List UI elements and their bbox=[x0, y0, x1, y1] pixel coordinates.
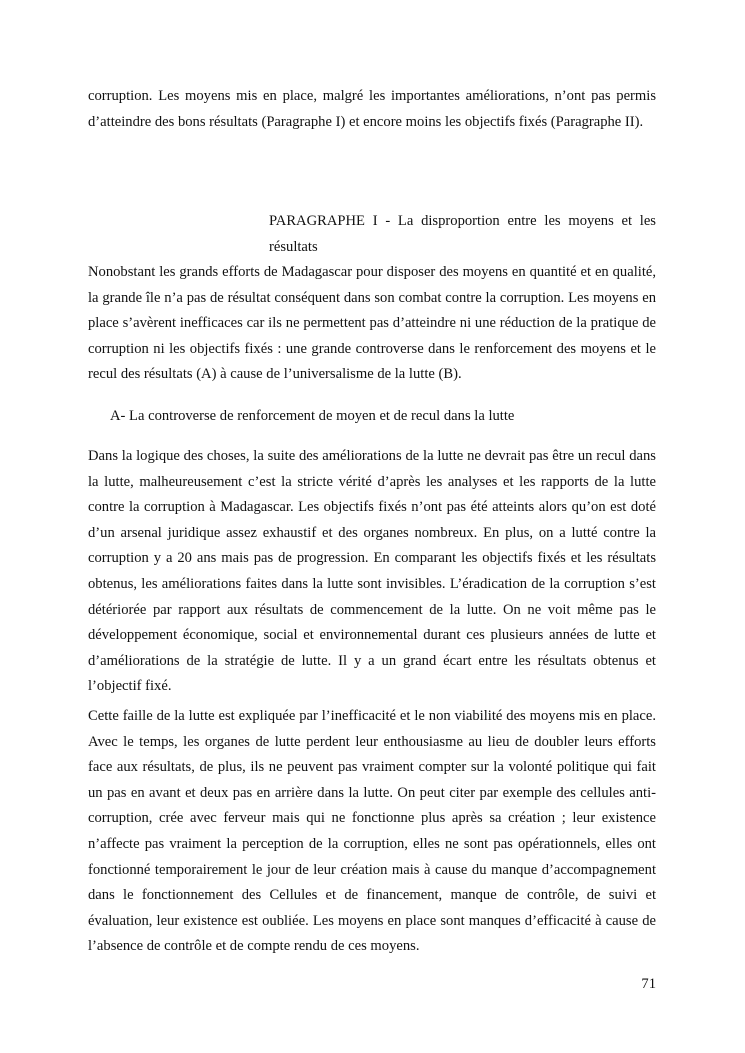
faille-paragraph: Cette faille de la lutte est expliquée par l’inefficacité et le non viabilité des moyens mis en place. Avec le temps, les organes de lutte perdent leur enthousiasme au lieu de doubler leurs efforts face aux résultats, de plus, ils ne peuvent pas vraiment compter sur la volonté politique qui fait un pas en avant et deux pas en arrière dans la lutte. On peut citer par exemple des cellules anti-corruption, crée avec ferveur mais qui ne fonctionne plus après sa création ; leur existence n’affecte pas vraiment la perception de la corruption, elles ne sont pas opérationnels, elles ont fonctionné temporairement le jour de leur création mais à cause du manque d’accompagnement dans le fonctionnement des Cellules et de financement, manque de contrôle, de suivi et évaluation, leur existence est oubliée. Les moyens en place sont manques d’efficacité à cause de l’absence de contrôle et de compte rendu de ces moyens. bbox=[88, 708, 656, 955]
nonobstant-paragraph: Nonobstant les grands efforts de Madagascar pour disposer des moyens en quantité et en qualité, la grande île n’a pas de résultat conséquent dans son combat contre la corruption. Les moyens en place s’avèrent inefficaces car ils ne permettent pas d’atteindre ni une réduction de la pratique de corruption ni les objectifs fixés : une grande controverse dans le renforcement des moyens et le recul des résultats (A) à cause de l’universalisme de la lutte (B). bbox=[88, 264, 656, 383]
subheading-a: A- La controverse de renforcement de moyen et de recul dans la lutte bbox=[110, 408, 515, 424]
logique-paragraph: Dans la logique des choses, la suite des améliorations de la lutte ne devrait pas être un recul dans la lutte, malheureusement c’est la stricte vérité d’après les analyses et les rapports de la lutte contre la corruption à Madagascar. Les objectifs fixés n’ont pas été atteints alors qu’on est doté d’un arsenal juridique assez exhaustif et des organes nombreux. En plus, on a lutté contre la corruption y a 20 ans mais pas de progression. En comparant les objectifs fixés et les résultats obtenus, les améliorations faites dans la lutte sont invisibles. L’éradication de la corruption s’est détériorée par rapport aux résultats de commencement de la lutte. On ne voit même pas le développement économique, social et environnemental durant ces plusieurs années de lutte et d’améliorations de la stratégie de lutte. Il y a un grand écart entre les résultats obtenus et l’objectif fixé. bbox=[88, 448, 656, 695]
page-number: 71 bbox=[641, 976, 656, 992]
intro-paragraph: corruption. Les moyens mis en place, malgré les importantes améliorations, n’ont pas permis d’atteindre des bons résultats (Paragraphe I) et encore moins les objectifs fixés (Paragraphe II). bbox=[88, 88, 656, 130]
section-heading: PARAGRAPHE I - La disproportion entre les moyens et les résultats bbox=[269, 213, 656, 255]
